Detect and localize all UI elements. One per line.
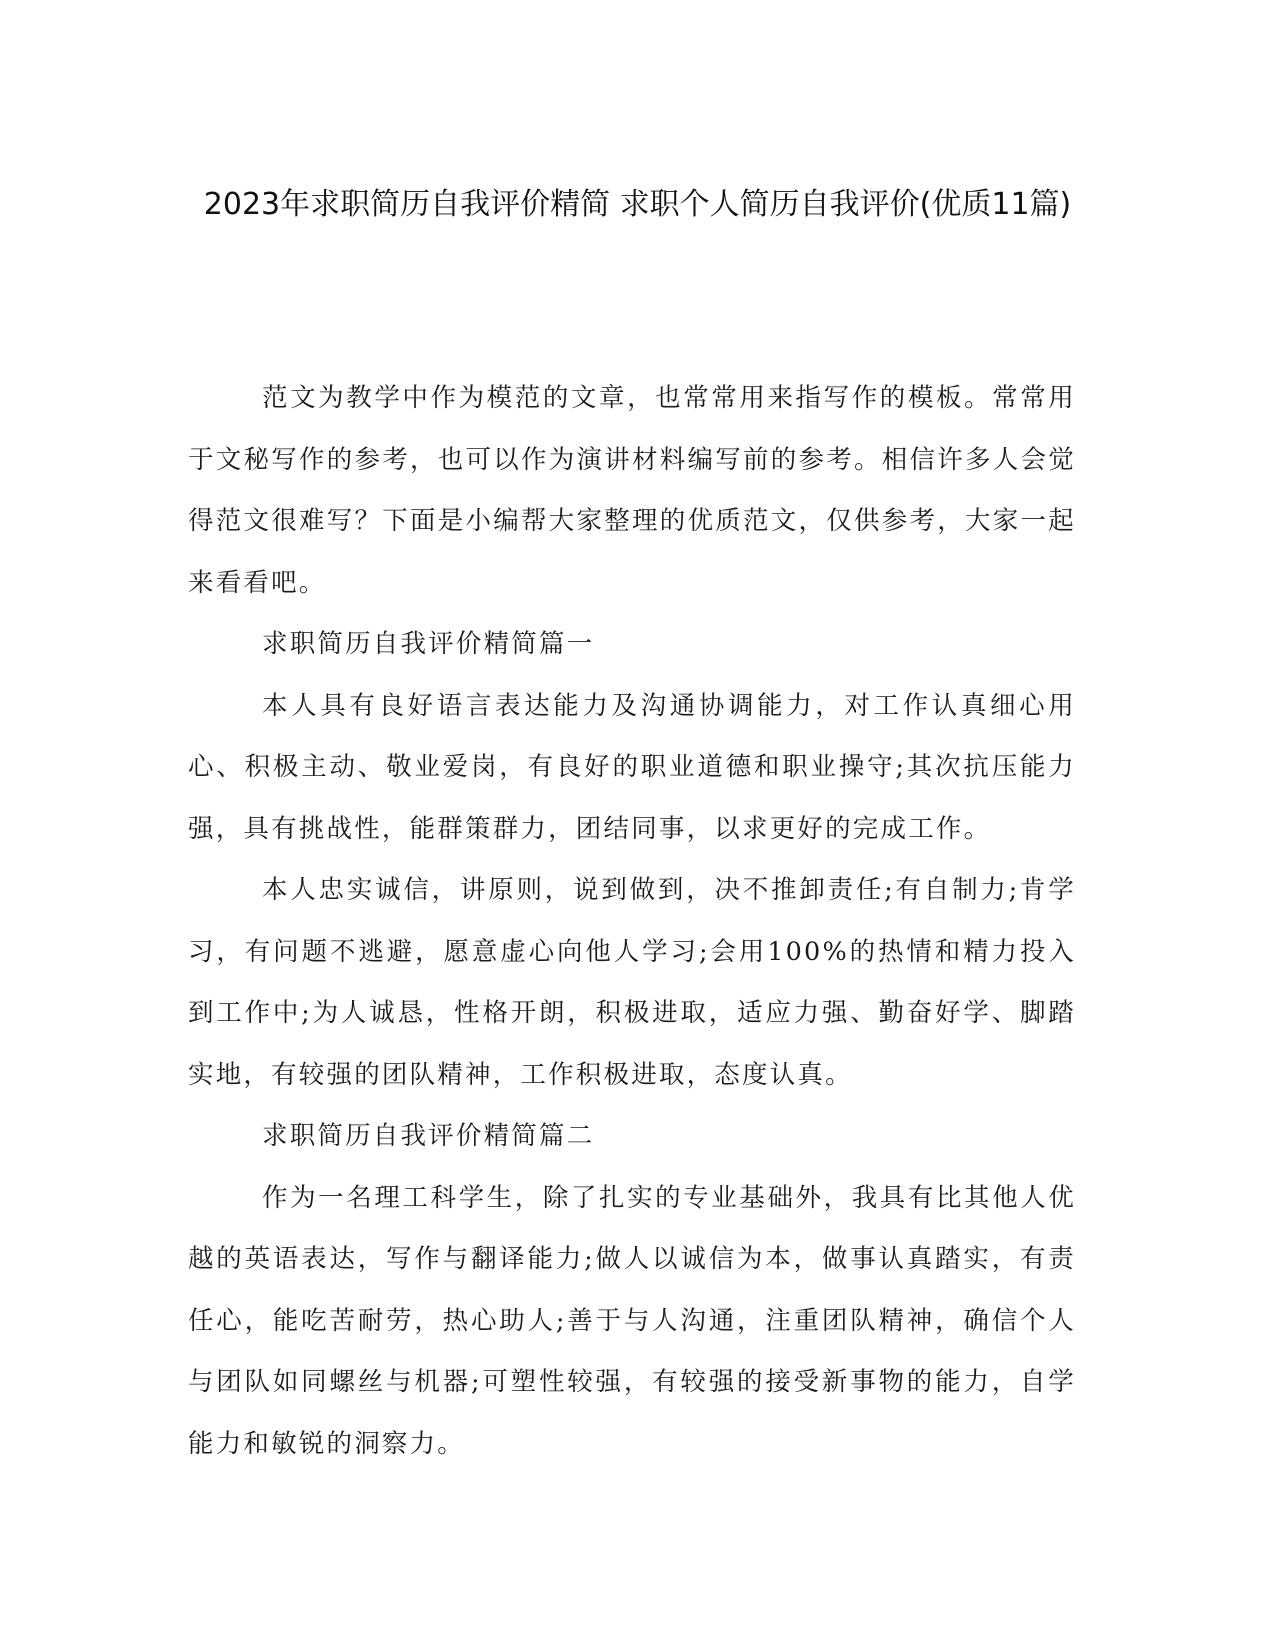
document-title: 2023年求职简历自我评价精简 求职个人简历自我评价(优质11篇) — [203, 187, 1072, 222]
section-one-paragraph-two: 本人忠实诚信，讲原则，说到做到，决不推卸责任;有自制力;肯学习，有问题不逃避，愿意虚心向他人学习;会用100%的热情和精力投入到工作中;为人诚恳，性格开朗，积极进取，适应力强、勤奋好学、脚踏实地，有较强的团队精神，工作积极进取，态度认真。 — [188, 875, 1076, 1090]
section-one-paragraph-one: 本人具有良好语言表达能力及沟通协调能力，对工作认真细心用心、积极主动、敬业爱岗，有良好的职业道德和职业操守;其次抗压能力强，具有挑战性，能群策群力，团结同事，以求更好的完成工作。 — [188, 690, 1076, 844]
document-body — [188, 368, 1076, 1475]
section-heading-one: 求职简历自我评价精简篇一 — [262, 629, 595, 659]
section-two-paragraph-one: 作为一名理工科学生，除了扎实的专业基础外，我具有比其他人优越的英语表达，写作与翻译能力;做人以诚信为本，做事认真踏实，有责任心，能吃苦耐劳，热心助人;善于与人沟通，注重团队精神，确信个人与团队如同螺丝与机器;可塑性较强，有较强的接受新事物的能力，自学能力和敏锐的洞察力。 — [188, 1182, 1076, 1459]
intro-paragraph: 范文为教学中作为模范的文章，也常常用来指写作的模板。常常用于文秘写作的参考，也可以作为演讲材料编写前的参考。相信许多人会觉得范文很难写？下面是小编帮大家整理的优质范文，仅供参考，大家一起来看看吧。 — [188, 383, 1076, 598]
section-heading-two: 求职简历自我评价精简篇二 — [262, 1121, 595, 1151]
